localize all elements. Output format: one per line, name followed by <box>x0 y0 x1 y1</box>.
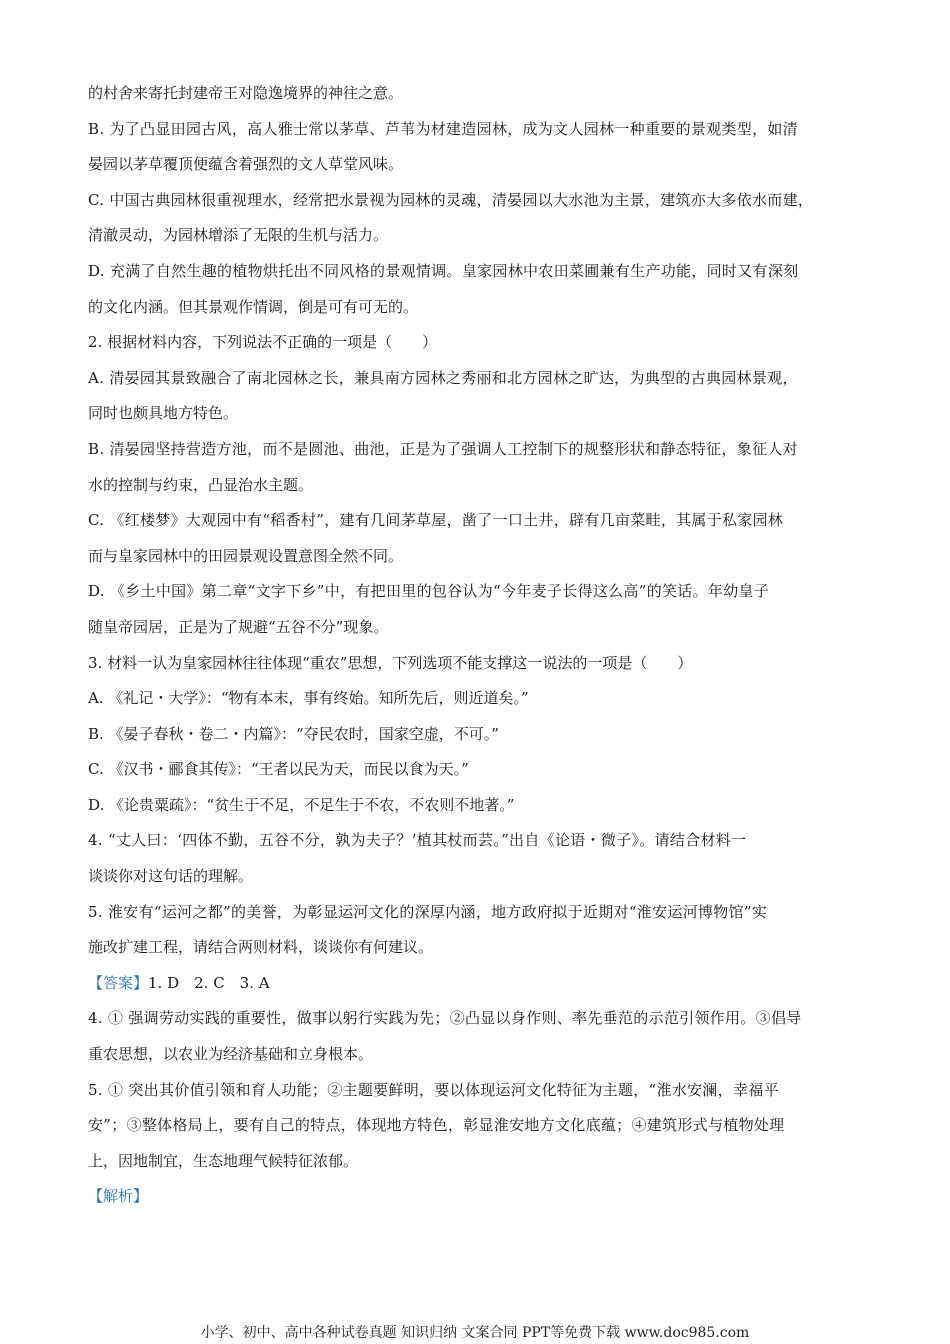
option-b: B. 《晏子春秋・卷二・内篇》：“夺民农时，国家空虚，不可。” <box>88 724 499 743</box>
answer-4-line: 4. ① 强调劳动实践的重要性，做事以躬行实践为先；②凸显以身作则、率先垂范的示范引领作用。③倡导 <box>88 1009 802 1028</box>
text-line: 同时也颇具地方特色。 <box>88 404 239 423</box>
option-c: C. 《汉书・郦食其传》：“王者以民为天，而民以食为天。” <box>88 760 469 779</box>
text-line: 的村舍来寄托封建帝王对隐逸境界的神往之意。 <box>88 84 404 102</box>
answer-5-line: 上，因地制宜，生态地理气候特征浓郁。 <box>88 1151 359 1170</box>
answer-5-line: 5. ① 突出其价值引领和育人功能；②主题要鲜明，要以体现运河文化特征为主题，“淮水安澜，幸福平 <box>88 1080 779 1099</box>
text-line: D. 《乡土中国》第二章“文字下乡”中，有把田里的包谷认为“今年麦子长得这么高”的笑话。年幼皇子 <box>88 582 770 601</box>
text-line: B. 为了凸显田园古风，高人雅士常以茅草、芦苇为材建造园林，成为文人园林一种重要的景观类型，如清 <box>88 119 798 138</box>
answer-label: 【答案】 <box>88 973 149 992</box>
question-3-stem: 3. 材料一认为皇家园林往往体现“重农”思想，下列选项不能支撑这一说法的一项是（ ） <box>88 653 693 672</box>
answer-5-line: 安”；③整体格局上，要有自己的特点，体现地方特色，彰显淮安地方文化底蕴；④建筑形式与植物处理 <box>88 1116 785 1135</box>
text-line: 随皇帝园居，正是为了规避“五谷不分”现象。 <box>88 617 389 636</box>
text-line: 谈谈你对这句话的理解。 <box>88 867 254 886</box>
page-footer: 小学、初中、高中各种试卷真题 知识归纳 文案合同 PPT等免费下载 www.doc985.com <box>200 1325 750 1341</box>
text-line: 的文化内涵。但其景观作情调，倒是可有可无的。 <box>88 297 419 316</box>
text-line: 晏园以茅草覆顶便蕴含着强烈的文人草堂风味。 <box>88 155 404 174</box>
text-line: 施改扩建工程，请结合两则材料，谈谈你有何建议。 <box>88 938 434 957</box>
option-a: A. 《礼记・大学》：“物有本末，事有终始。知所先后，则近道矣。” <box>88 689 529 708</box>
text-line: A. 清晏园其景致融合了南北园林之长，兼具南方园林之秀丽和北方园林之旷达，为典型的古典园林景观， <box>88 368 798 387</box>
text-line: 而与皇家园林中的田园景观设置意图全然不同。 <box>88 546 404 565</box>
document-body <box>88 76 868 1215</box>
text-line: D. 充满了自然生趣的植物烘托出不同风格的景观情调。皇家园林中农田菜圃兼有生产功能，同时又有深刻 <box>88 261 799 280</box>
option-d: D. 《论贵粟疏》：“贫生于不足，不足生于不农，不农则不地著。” <box>88 795 515 814</box>
text-line: B. 清晏园坚持营造方池，而不是圆池、曲池，正是为了强调人工控制下的规整形状和静态特征，象征人对 <box>88 439 798 458</box>
text-line: C. 《红楼梦》大观园中有“稻香村”，建有几间茅草屋，凿了一口土井，辟有几亩菜畦，其属于私家园林 <box>88 511 784 530</box>
answer-line <box>88 966 868 1002</box>
analysis-line <box>88 1179 868 1215</box>
text-line: 水的控制与约束，凸显治水主题。 <box>88 475 314 494</box>
answer-text: 1. D 2. C 3. A <box>148 973 270 992</box>
question-5-stem: 5. 淮安有“运河之都”的美誉，为彰显运河文化的深厚内涵，地方政府拟于近期对“淮安运河博物馆”实 <box>88 902 768 921</box>
analysis-label: 【解析】 <box>88 1187 149 1206</box>
question-2-stem: 2. 根据材料内容，下列说法不正确的一项是（ ） <box>88 333 438 352</box>
text-line: 清澈灵动，为园林增添了无限的生机与活力。 <box>88 226 389 245</box>
text-line: C. 中国古典园林很重视理水，经常把水景视为园林的灵魂，清晏园以大水池为主景，建筑亦大多依水而建， <box>88 190 814 209</box>
answer-4-line: 重农思想，以农业为经济基础和立身根本。 <box>88 1045 374 1064</box>
question-4-stem: 4. “丈人曰：‘四体不勤，五谷不分，孰为夫子？’植其杖而芸。”出自《论语・微子》。请结合材料一 <box>88 831 747 850</box>
